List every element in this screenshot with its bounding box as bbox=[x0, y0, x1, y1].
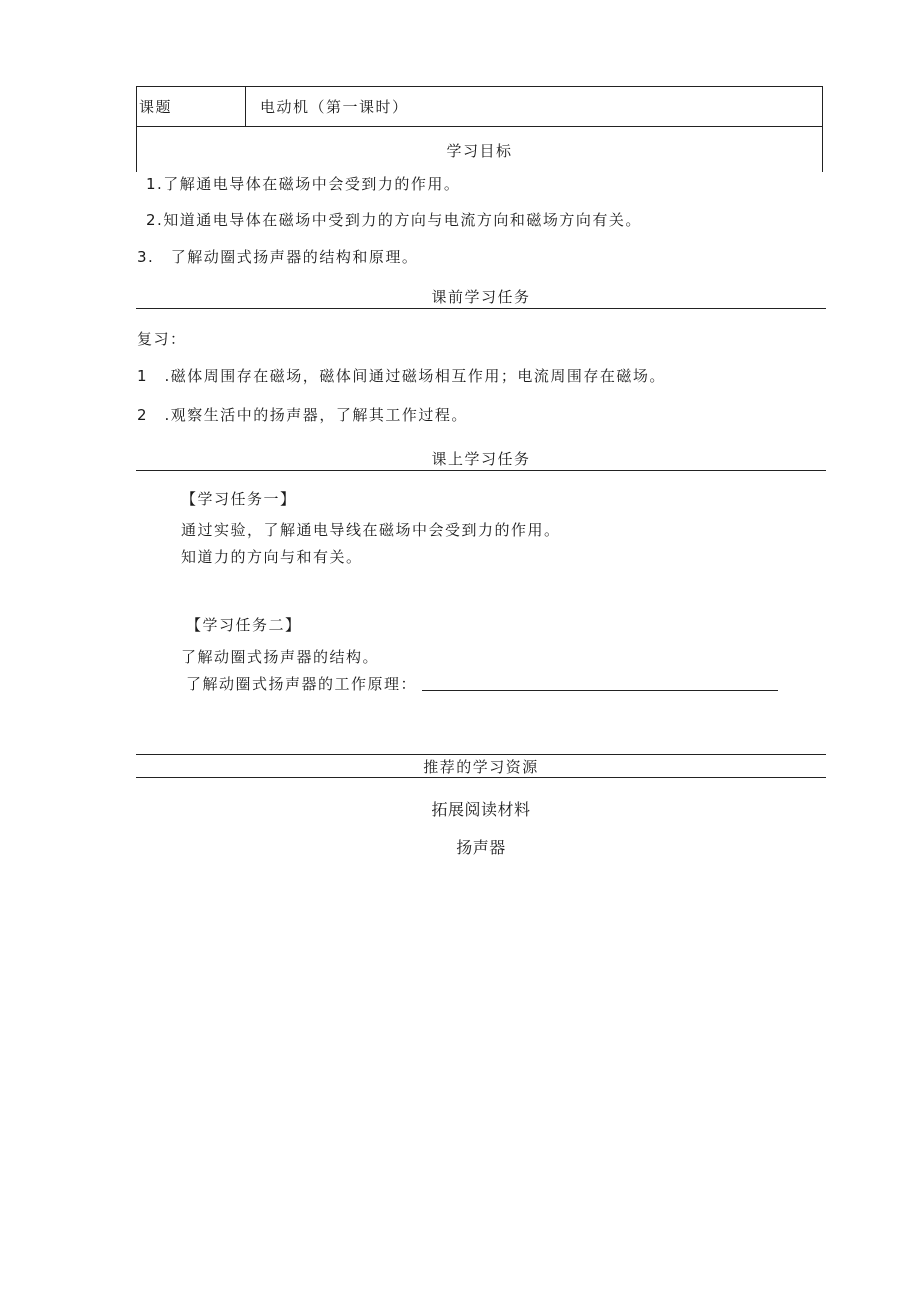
section-divider bbox=[136, 308, 826, 309]
task2-title: 【学习任务二】 bbox=[186, 616, 302, 634]
table-top-border bbox=[136, 86, 823, 87]
review-item: 1 .磁体周围存在磁场，磁体间通过磁场相互作用；电流周围存在磁场。 bbox=[137, 367, 666, 385]
review-item: 2 .观察生活中的扬声器，了解其工作过程。 bbox=[137, 406, 468, 424]
lesson-title: 电动机（第一课时） bbox=[260, 98, 409, 116]
task1-line: 知道力的方向与和有关。 bbox=[181, 548, 363, 566]
task2-line: 了解动圈式扬声器的结构。 bbox=[181, 648, 380, 666]
table-row-divider bbox=[136, 126, 823, 127]
task2-line: 了解动圈式扬声器的工作原理： bbox=[186, 675, 418, 693]
section-divider bbox=[136, 754, 826, 755]
task1-title: 【学习任务一】 bbox=[181, 490, 297, 508]
table-column-divider bbox=[245, 86, 246, 126]
task1-line: 通过实验，了解通电导线在磁场中会受到力的作用。 bbox=[181, 521, 561, 539]
review-label: 复习： bbox=[137, 330, 187, 348]
objective-item: 3. 了解动圈式扬声器的结构和原理。 bbox=[137, 248, 419, 266]
objective-item: 2.知道通电导体在磁场中受到力的方向与电流方向和磁场方向有关。 bbox=[146, 211, 642, 229]
resource-item: 拓展阅读材料 bbox=[431, 800, 531, 819]
subject-label: 课题 bbox=[139, 98, 173, 116]
pre-class-heading: 课前学习任务 bbox=[431, 288, 531, 306]
section-divider bbox=[136, 470, 826, 471]
objective-item: 1.了解通电导体在磁场中会受到力的作用。 bbox=[146, 175, 461, 193]
objectives-heading: 学习目标 bbox=[446, 142, 513, 160]
answer-blank bbox=[422, 690, 778, 691]
in-class-heading: 课上学习任务 bbox=[431, 450, 531, 468]
section-divider bbox=[136, 777, 826, 778]
resources-heading: 推荐的学习资源 bbox=[423, 758, 539, 776]
resource-item: 扬声器 bbox=[456, 838, 506, 857]
